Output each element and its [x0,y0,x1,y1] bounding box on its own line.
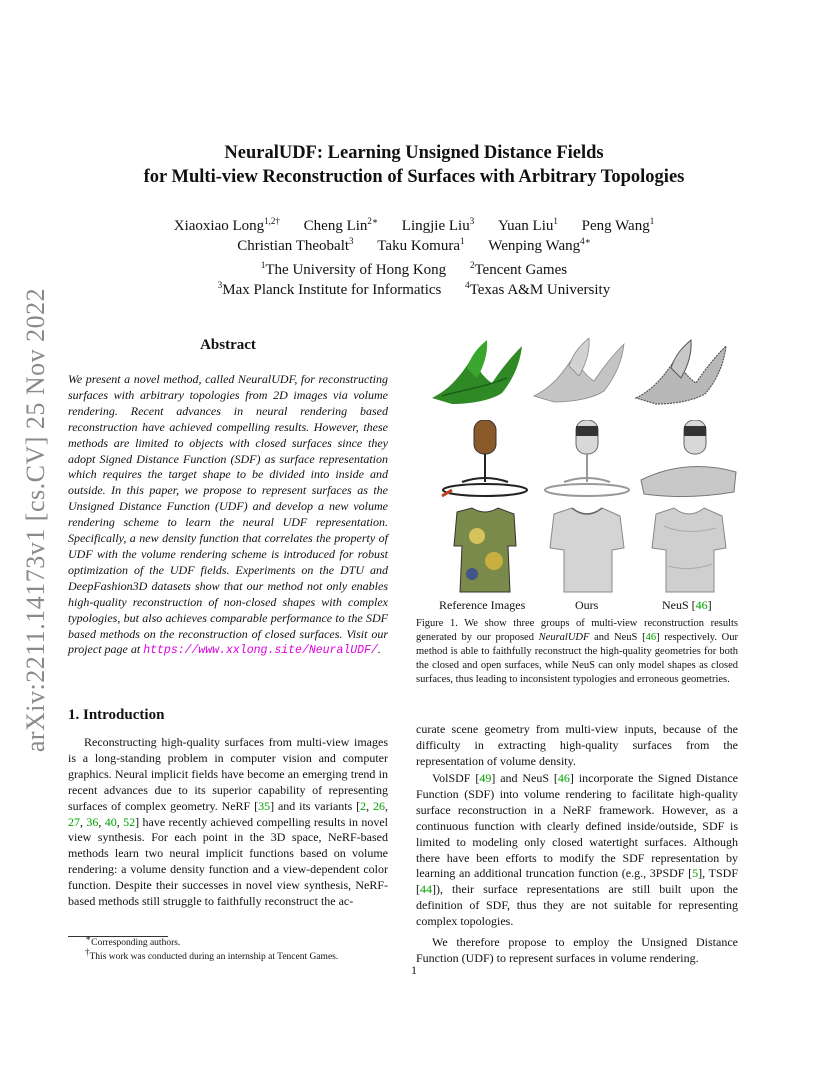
abstract-end: . [377,642,381,657]
citation-link[interactable]: 36 [86,814,99,829]
author: Wenping Wang$^{4∗}$ [488,236,591,254]
abstract-text: We present a novel method, called NeuralUDF, for reconstructing surfaces with arbitrary topologies from 2D images via volume rendering. Recent advances in neural rendering based reconstruction have achieved compelling results. However, these methods are limited to objects with closed surfaces since they adopt Signed Distance Function (SDF) as surface representation which requires the target shape to be divided into inside and outside. In this paper, we propose to represent surfaces as the Unsigned Distance Function (UDF) and develop a new volume rendering scheme to learn the neural UDF representation. Specifically, a new density function that correlates the property of UDF with the volume rendering scheme is introduced for robust optimization of the UDF fields. Experiments on the DTU and DeepFashion3D datasets show that our method not only enables high-quality reconstruction of non-closed shapes with complex typologies, but also achieves comparable performance to the SDF based methods on the reconstruction of closed surfaces. Visit our project page at [68,372,388,657]
reference-image-plant [422,338,540,416]
intro-paragraph-3: We therefore propose to employ the Unsigned Distance Function (UDF) to represent surfaces in volume rendering. [416,935,738,965]
ours-reconstruction-garment [524,506,642,584]
footnote-1: ∗Corresponding authors. [85,933,181,949]
reference-image-microphone [422,420,540,498]
citation-link[interactable]: 46 [557,771,570,785]
reference-image-garment [422,506,540,584]
author: Taku Komura$^1$ [377,236,465,254]
figure-column-label-neus: NeuS [46] [662,598,712,612]
neus-reconstruction-microphone [626,420,744,498]
abstract-heading: Abstract [200,337,256,353]
affiliation: $^2$Tencent Games [469,260,568,278]
citation-link[interactable]: 52 [123,814,136,829]
intro-paragraph-2: VolSDF [49] and NeuS [46] incorporate the Signed Distance Function (SDF) into volume rendering to facilitate high-quality surface reconstruction in a NeRF framework. However, as a continuous function with clearly defined inside/outside, SDF is limited to modeling only closed watertight surfaces. Although there have been efforts to modify the SDF representation by learning an additional truncation function (e.g., 3PSDF [5], TSDF [44]), their surface representations are still built upon the definition of SDF, thus they are not suitable for representing complex topologies. [416,771,738,929]
author: Peng Wang$^1$ [581,216,655,234]
project-page-link[interactable]: https://www.xxlong.site/NeuralUDF/ [143,644,378,658]
citation-link[interactable]: 35 [258,798,271,813]
page-number: 1 [411,963,417,977]
affiliation: $^4$Texas A&M University [465,280,611,298]
citation-link[interactable]: 46 [645,632,657,643]
author: Yuan Liu$^1$ [497,216,558,234]
intro-paragraph-1-continued: curate scene geometry from multi-view inputs, because of the difficulty in extracting high-quality surfaces from the representation of volume density. [416,722,738,768]
author: Lingjie Liu$^3$ [401,216,475,234]
neus-reconstruction-garment [626,506,744,584]
footnote-2: †This work was conducted during an internship at Tencent Games. [85,947,339,963]
ours-reconstruction-plant [524,338,642,416]
introduction-heading: 1. Introduction [68,707,165,723]
title-line-1: NeuralUDF: Learning Unsigned Distance Fields [224,143,604,163]
affiliation: $^1$The University of Hong Kong [260,260,447,278]
citation-link[interactable]: 26 [373,798,385,813]
ours-reconstruction-microphone [524,420,642,498]
author: Xiaoxiao Long$^{1,2\dagger}$ [173,216,280,234]
paper-title [60,141,768,189]
figure-1-caption: Figure 1. We show three groups of multi-view reconstruction results generated by our proposed NeuralUDF and NeuS [46] respectively. Our method is able to faithfully reconstruct the high-quality geometries for both the closed and open surfaces, while NeuS can only model shapes as closed surfaces, thus leading to inconsistent typologies and erroneous geometries. [416,618,739,685]
figure-column-label: Reference Images [439,598,526,612]
footnote-rule [68,936,168,937]
citation-link[interactable]: 49 [479,771,492,785]
citation-link[interactable]: 2 [360,798,367,813]
citation-link[interactable]: 27 [68,814,80,829]
figure-column-label: Ours [575,598,599,612]
arxiv-stamp-text: arXiv:2211.14173v1 [cs.CV] 25 Nov 2022 [21,287,50,753]
citation-link[interactable]: 46 [695,598,708,612]
intro-paragraph-1: Reconstructing high-quality surfaces from multi-view images is a long-standing problem in computer vision and computer graphics. Neural implicit fields have become an emerging trend in recent advances due to its superior capability of representing surfaces of complex geometry. NeRF [35] and its variants [2, 26, 27, 36, 40, 52] have recently achieved compelling results in novel view synthesis. For each point in the 3D space, NeRF-based methods learn two neural implicit functions based on volume rendering: a volume density function and a view-dependent color function. Despite their successes in novel view synthesis, NeRF-based methods still struggle to faithfully reconstruct the ac- [68,735,388,909]
figure-1 [416,336,738,598]
author: Christian Theobalt$^3$ [237,236,354,254]
citation-link[interactable]: 5 [692,866,699,881]
author: Cheng Lin$^{2∗}$ [303,216,379,234]
author-list-row-2 [60,238,768,255]
affiliation-row-1 [60,262,768,279]
citation-link[interactable]: 40 [104,814,117,829]
title-line-2: for Multi-view Reconstruction of Surfaces with Arbitrary Topologies [143,167,685,187]
affiliation: $^3$Max Planck Institute for Informatics [217,280,442,298]
abstract-body [68,372,388,659]
neus-reconstruction-plant [626,338,744,416]
arxiv-identifier-stamp [10,280,62,760]
author-list-row-1 [60,218,768,235]
citation-link[interactable]: 44 [420,882,432,897]
affiliation-row-2 [60,282,768,299]
